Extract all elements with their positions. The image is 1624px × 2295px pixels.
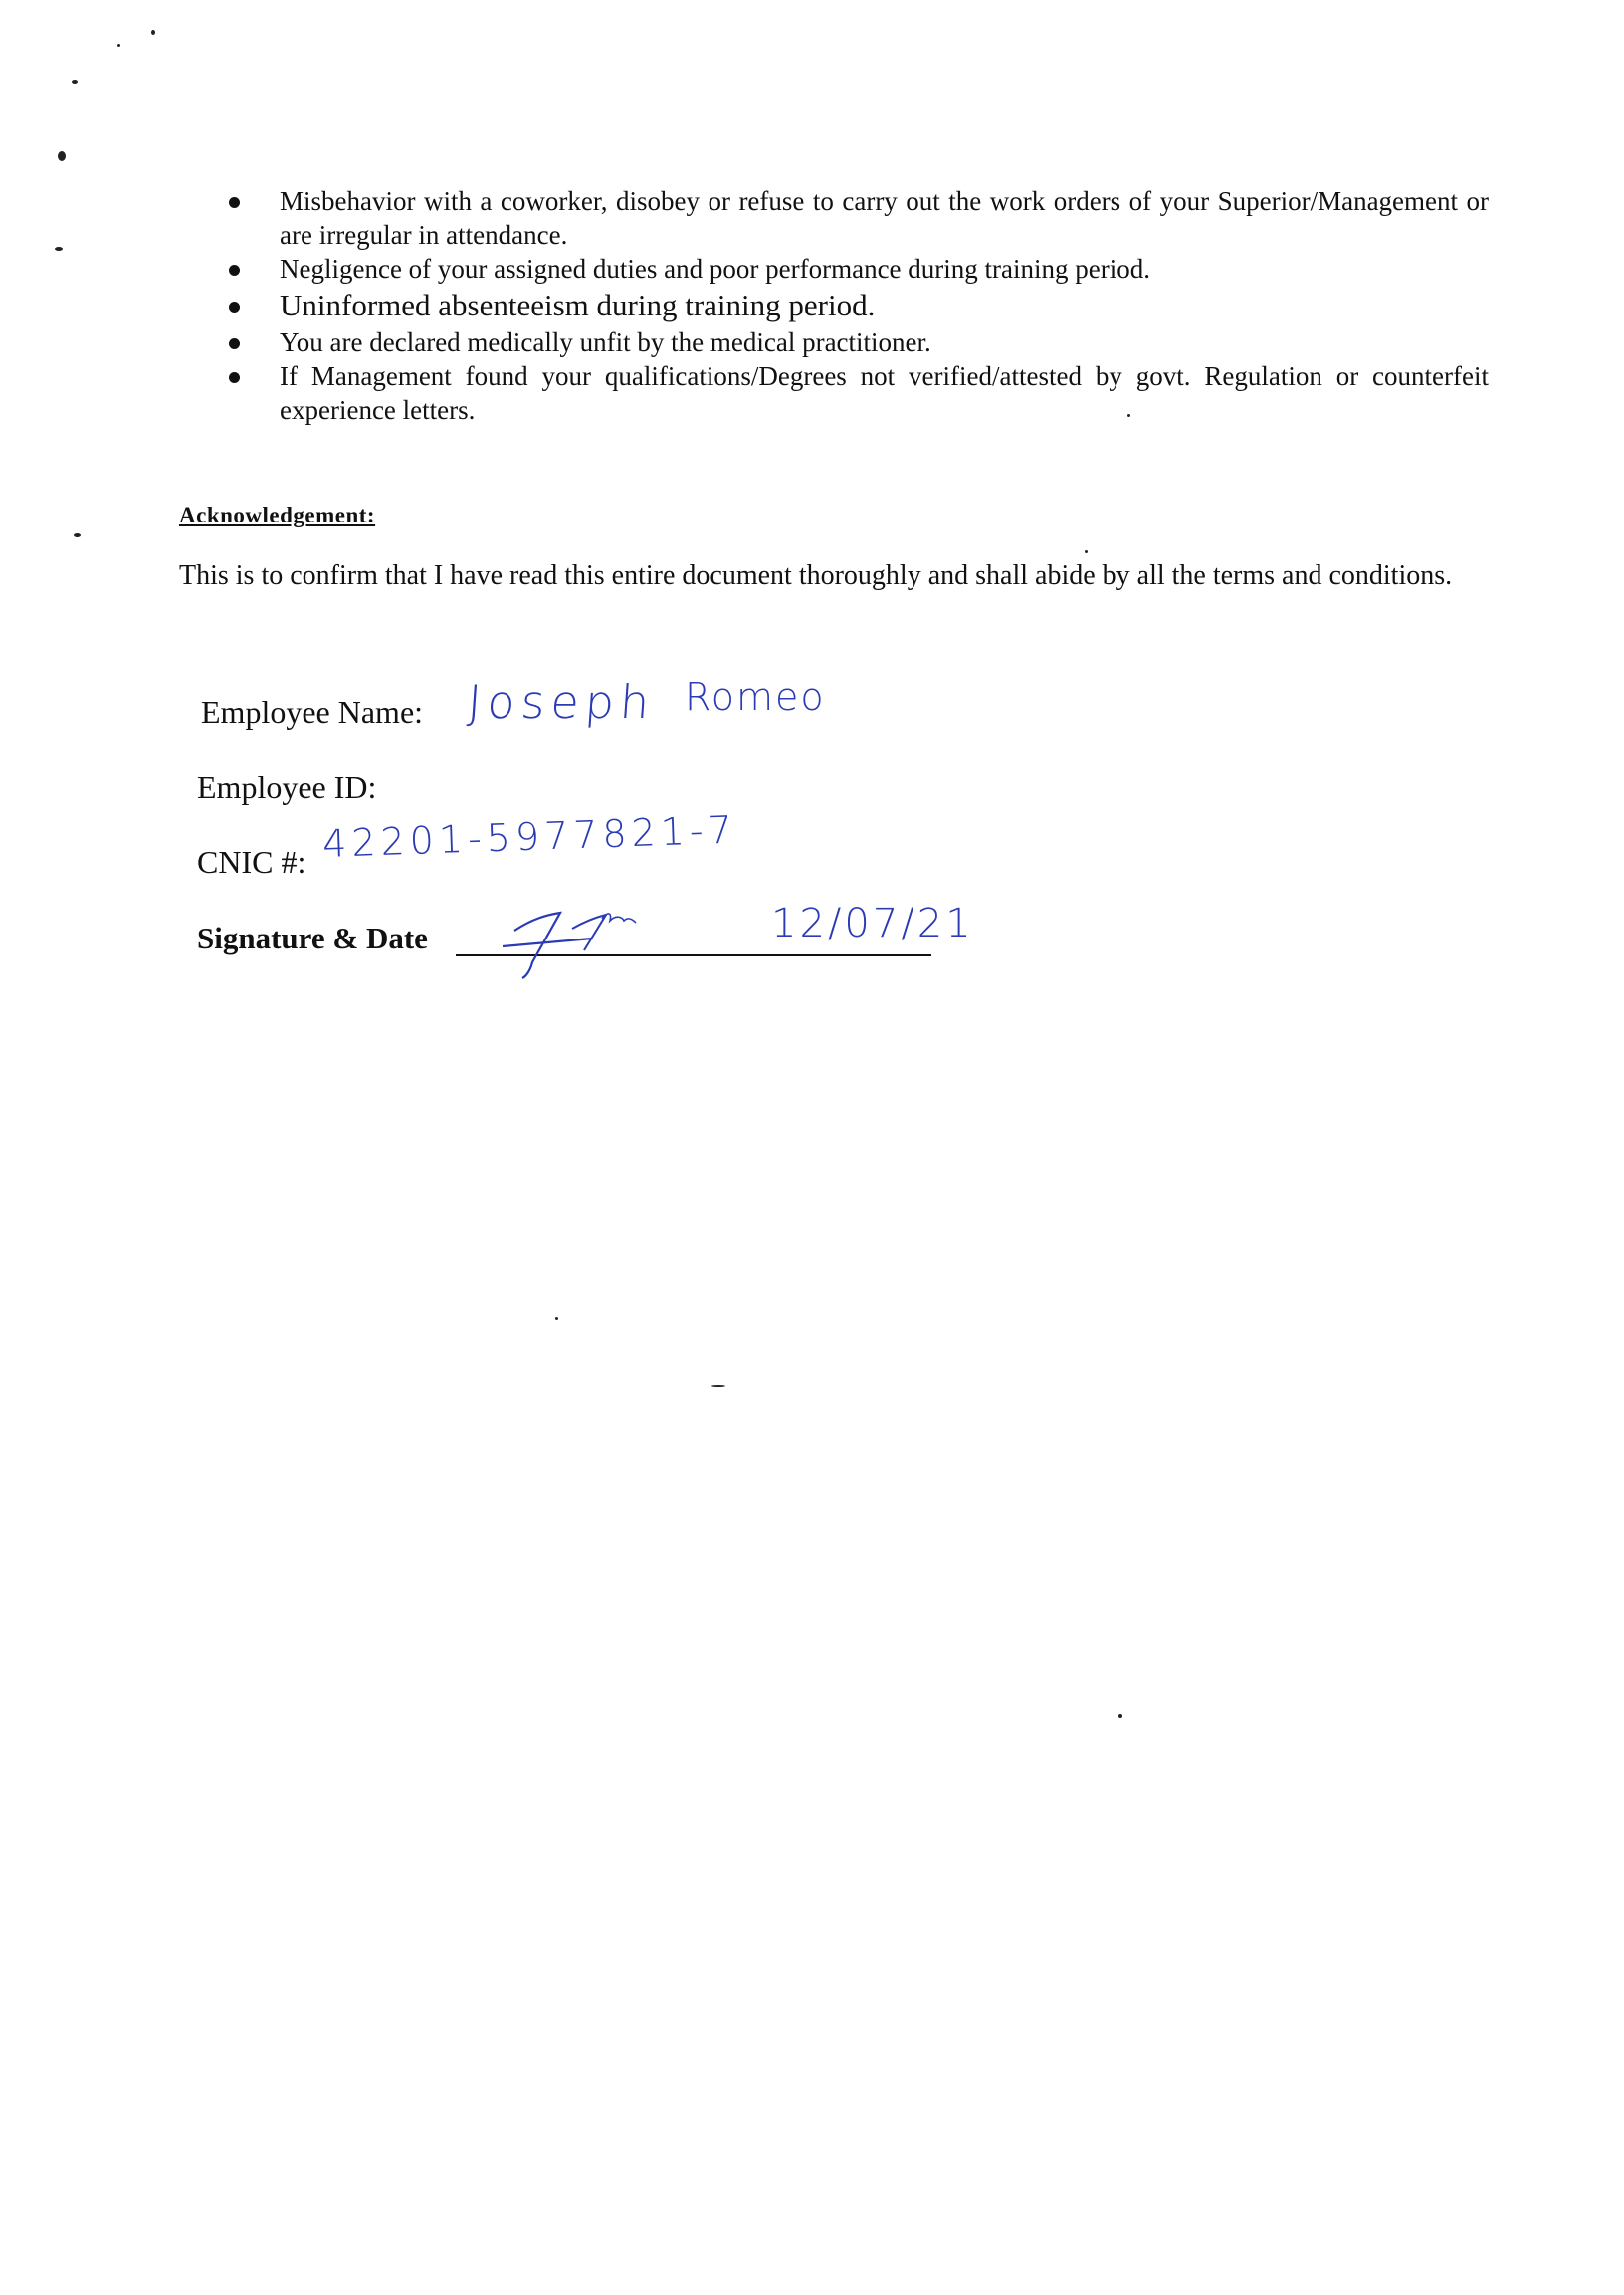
employee-name-label: Employee Name: xyxy=(201,694,424,730)
employee-name-first-handwritten: Joseph xyxy=(466,675,658,729)
list-item-text: Uninformed absenteeism during training period. xyxy=(280,288,876,322)
bullet-icon xyxy=(229,197,240,208)
list-item-text: You are declared medically unfit by the medical practitioner. xyxy=(280,327,931,357)
scan-speck xyxy=(1118,1714,1122,1718)
cnic-label: CNIC #: xyxy=(197,844,306,880)
date-handwritten: 12/07/21 xyxy=(771,901,974,946)
list-item-text: Negligence of your assigned duties and poor performance during training period. xyxy=(280,254,1150,284)
scan-speck xyxy=(711,1385,725,1387)
scan-speck xyxy=(55,247,63,251)
scan-speck xyxy=(72,80,78,84)
conditions-list xyxy=(229,184,1489,427)
scan-speck xyxy=(1085,550,1088,553)
signature-date-label: Signature & Date xyxy=(197,921,428,955)
list-item xyxy=(229,252,1489,286)
bullet-icon xyxy=(229,372,240,383)
list-item-text: Misbehavior with a coworker, disobey or refuse to carry out the work orders of your Superior/Management or are irregular in attendance. xyxy=(280,186,1489,250)
scan-speck xyxy=(1127,414,1130,417)
scan-speck xyxy=(74,533,81,537)
employee-id-label: Employee ID: xyxy=(197,769,377,805)
acknowledgement-heading: Acknowledgement: xyxy=(179,503,376,527)
bullet-icon xyxy=(229,302,240,313)
scan-speck xyxy=(117,44,120,47)
list-item xyxy=(229,286,1489,325)
scan-speck xyxy=(555,1317,558,1320)
bullet-icon xyxy=(229,265,240,276)
employee-name-last-handwritten: Romeo xyxy=(685,675,826,719)
list-item xyxy=(229,184,1489,252)
list-item-text: If Management found your qualifications/Degrees not verified/attested by govt. Regulation or counterfeit experience letters. xyxy=(280,361,1489,425)
acknowledgement-text: This is to confirm that I have read this entire document thoroughly and shall abide by all the terms and conditions. xyxy=(179,560,1453,591)
scan-speck xyxy=(58,151,66,161)
cnic-handwritten: 42201-5977821-7 xyxy=(321,807,738,866)
list-item xyxy=(229,325,1489,359)
scan-speck xyxy=(151,30,155,35)
list-item xyxy=(229,359,1489,427)
handwritten-signature xyxy=(503,901,682,980)
bullet-icon xyxy=(229,338,240,349)
